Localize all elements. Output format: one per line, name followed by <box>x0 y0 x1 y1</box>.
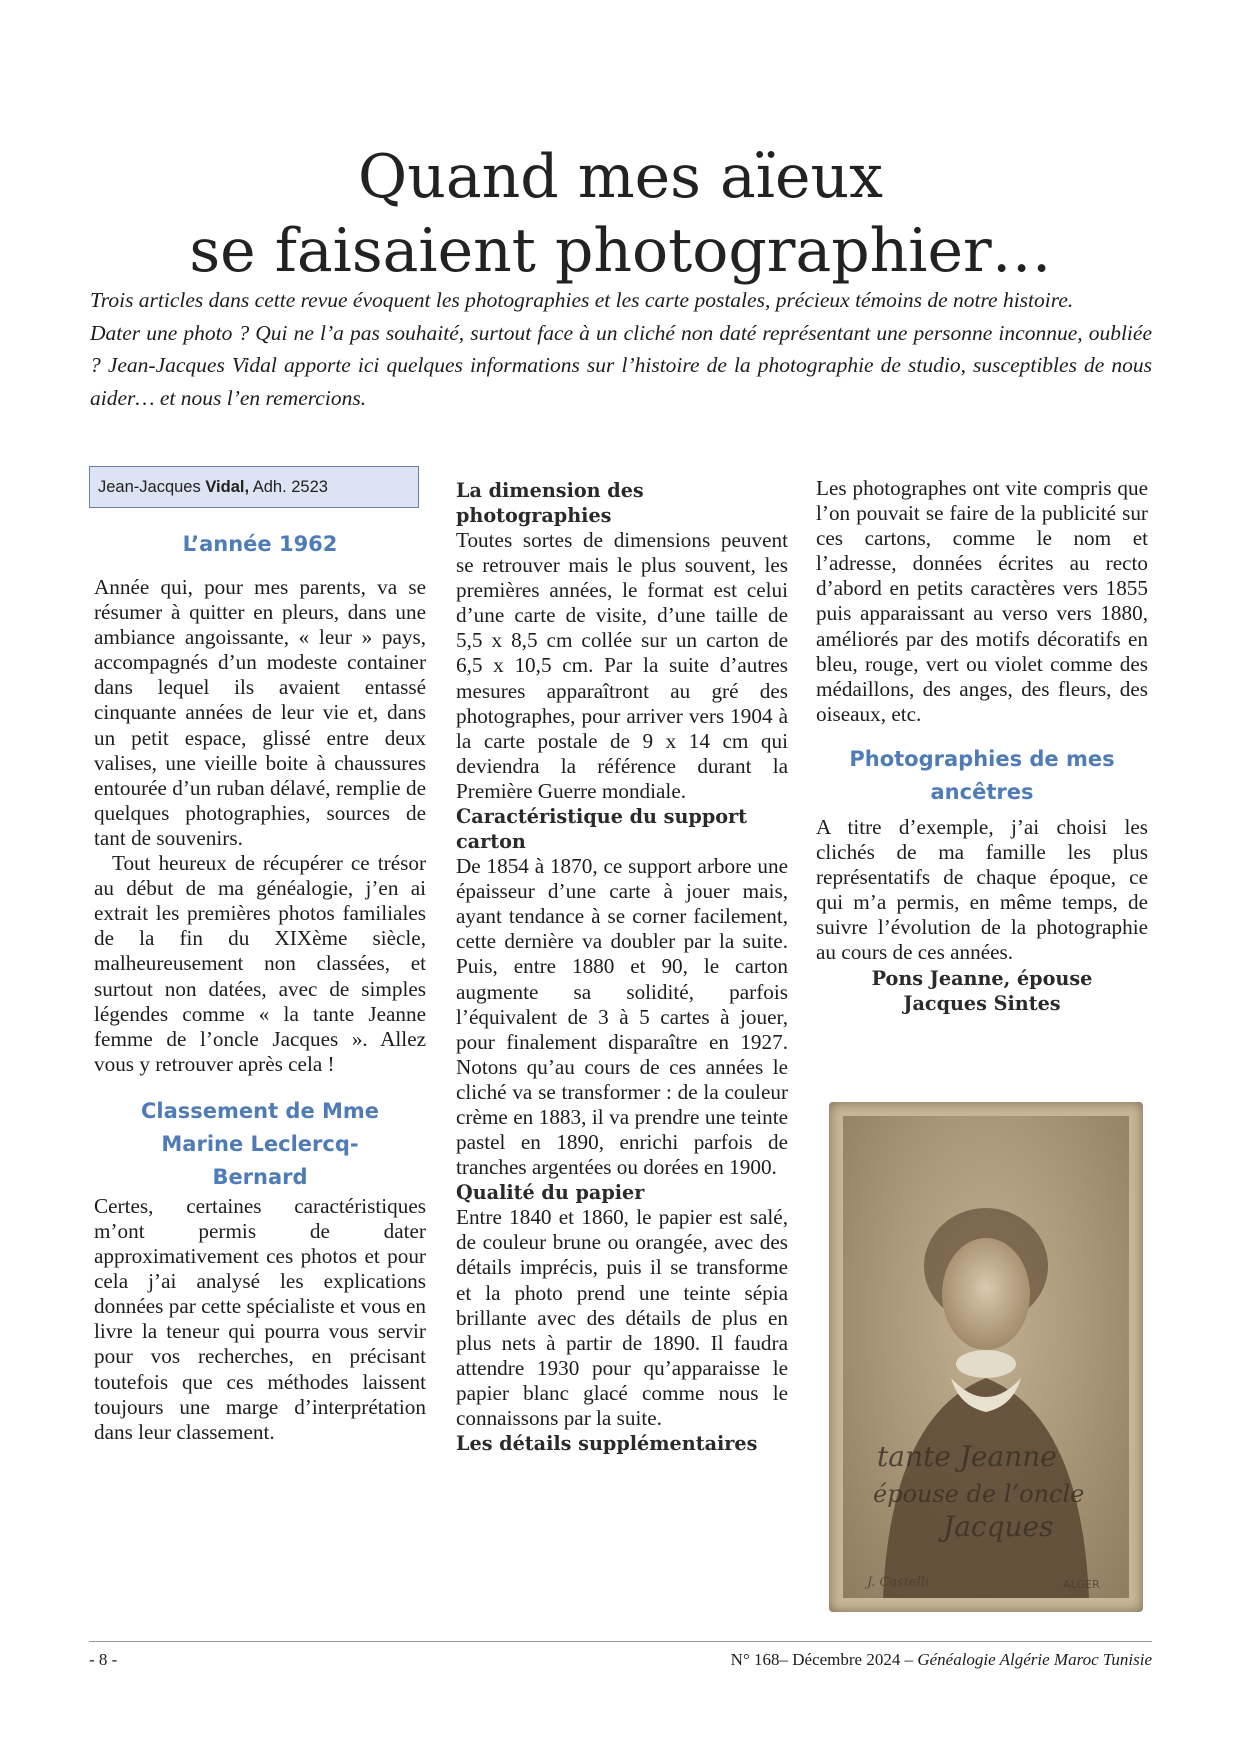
author-first-name: Jean-Jacques <box>98 478 206 496</box>
portrait-illustration <box>843 1116 1129 1598</box>
photo-inscription-1: tante Jeanne <box>877 1440 1057 1473</box>
photo-caption: Pons Jeanne, épouse Jacques Sintes <box>871 966 1093 1015</box>
photo-inscription-3: Jacques <box>943 1510 1054 1543</box>
column-2 <box>456 478 788 1456</box>
portrait-photo-image <box>843 1116 1129 1598</box>
intro-paragraph-1: Trois articles dans cette revue évoquent les photographies et les carte postales, précieux témoins de notre histoire. <box>90 288 1074 312</box>
column-3 <box>816 476 1148 1016</box>
col1-paragraph-2: Tout heureux de récupérer ce trésor au début de ma généalogie, j’en ai extrait les premières photos familiales de la fin du XIXème siècle, malheureusement non classées, et surtout non datées, avec de simples légendes comme « la tante Jeanne femme de l’oncle Jacques ». Allez vous y retrouver après cela ! <box>94 851 426 1076</box>
page-title <box>0 140 1241 288</box>
col2-paragraph-3: Entre 1840 et 1860, le papier est salé, de couleur brune ou orangée, avec des détails imprécis, puis il se transforme et la photo prend une teinte sépia brillante avec des détails de plus en plus nets à partir de 1890. Il faudra attendre 1930 pour qu’apparaisse le papier blanc glacé comme nous le connaissons par la suite. <box>456 1205 788 1430</box>
heading-qualite-papier: Qualité du papier <box>456 1181 645 1205</box>
column-1 <box>94 528 426 1445</box>
photo-studio-city: ALGER <box>1063 1578 1100 1591</box>
heading-annee-1962: L’année 1962 <box>182 532 338 556</box>
portrait-photo <box>829 1102 1143 1612</box>
col1-paragraph-1: Année qui, pour mes parents, va se résumer à quitter en pleurs, dans une ambiance angoissante, « leur » pays, accompagnés d’un modeste container dans lequel ils avaient entassé cinquante années de leur vie et, dans un petit espace, glissé entre deux valises, une vieille boite à chaussures entourée d’un ruban délavé, remplie de quelques photographies, sources de tant de souvenirs. <box>94 575 426 850</box>
author-member: Adh. 2523 <box>249 478 328 496</box>
author-box <box>89 466 419 508</box>
heading-classement: Classement de Mme Marine Leclercq-Bernard <box>140 1098 380 1189</box>
col2-paragraph-2: De 1854 à 1870, ce support arbore une épaisseur d’une carte à jouer mais, ayant tendance à se corner facilement, cette dernière va doubler par la suite. Puis, entre 1880 et 90, le carton augmente sa solidité, parfois l’équivalent de 3 à 5 cartes à jouer, pour finalement disparaître en 1927. Notons qu’au cours de ces années le cliché va se transformer : de la couleur crème en 1883, il va prendre une teinte pastel en 1890, enrichi parfois de tranches argentées ou dorées en 1900. <box>456 854 788 1180</box>
heading-dimension: La dimension des photographies <box>456 479 644 527</box>
col2-paragraph-1: Toutes sortes de dimensions peuvent se retrouver mais le plus souvent, les premières années, le format est celui d’une carte de visite, d’une taille de 5,5 x 8,5 cm collée sur un carton de 6,5 x 10,5 cm. Par la suite d’autres mesures apparaîtront au gré des photographes, pour arriver vers 1904 à la carte postale de 9 x 14 cm qui deviendra la référence durant la Première Guerre mondiale. <box>456 528 788 803</box>
heading-photographies-ancetres: Photographies de mes ancêtres <box>849 746 1115 804</box>
footer-issue <box>731 1650 1152 1670</box>
col1-paragraph-3: Certes, certaines caractéristiques m’ont permis de dater approximativement ces photos et pour cela j’ai analysé les explications données par cette spécialiste et vous en livre la teneur qui pourra vous servir pour vos recherches, en précisant toutefois que ces méthodes laissent toujours une marge d’interprétation dans leur classement. <box>94 1193 426 1444</box>
footer-journal-name: Généalogie Algérie Maroc Tunisie <box>917 1650 1152 1669</box>
title-line-1: Quand mes aïeux <box>358 142 883 212</box>
page-number: - 8 - <box>89 1650 118 1669</box>
col3-paragraph-1: Les photographes ont vite compris que l’on pouvait se faire de la publicité sur ces cartons, comme le nom et l’adresse, données écrites au recto d’abord en petits caractères vers 1855 puis apparaissant au verso vers 1880, améliorés par des motifs décoratifs en bleu, rouge, vert ou violet comme des médaillons, des anges, des fleurs, des oiseaux, etc. <box>816 476 1148 726</box>
intro <box>90 284 1152 414</box>
footer-divider <box>89 1641 1152 1642</box>
heading-support-carton: Caractéristique du support carton <box>456 805 748 854</box>
author-last-name: Vidal, <box>205 478 250 496</box>
photo-inscription-2: épouse de l’oncle <box>873 1480 1085 1508</box>
col3-paragraph-2: A titre d’exemple, j’ai choisi les clichés de ma famille les plus représentatifs de chaque époque, ce qui m’a permis, en même temps, de suivre l’évolution de la photographie au cours de ces années. <box>816 814 1148 965</box>
intro-paragraph-2: Dater une photo ? Qui ne l’a pas souhaité, surtout face à un cliché non daté représentant une personne inconnue, oubliée ? Jean-Jacques Vidal apporte ici quelques informations sur l’histoire de la photographie de studio, susceptibles de nous aider… et nous l’en remercions. <box>90 320 1152 410</box>
photo-studio-name: J. Castelli <box>867 1575 930 1590</box>
title-line-2: se faisaient photographier… <box>189 216 1052 286</box>
footer-issue-number: N° 168– Décembre 2024 – <box>730 1650 918 1669</box>
heading-details-supplementaires: Les détails supplémentaires <box>456 1432 758 1456</box>
